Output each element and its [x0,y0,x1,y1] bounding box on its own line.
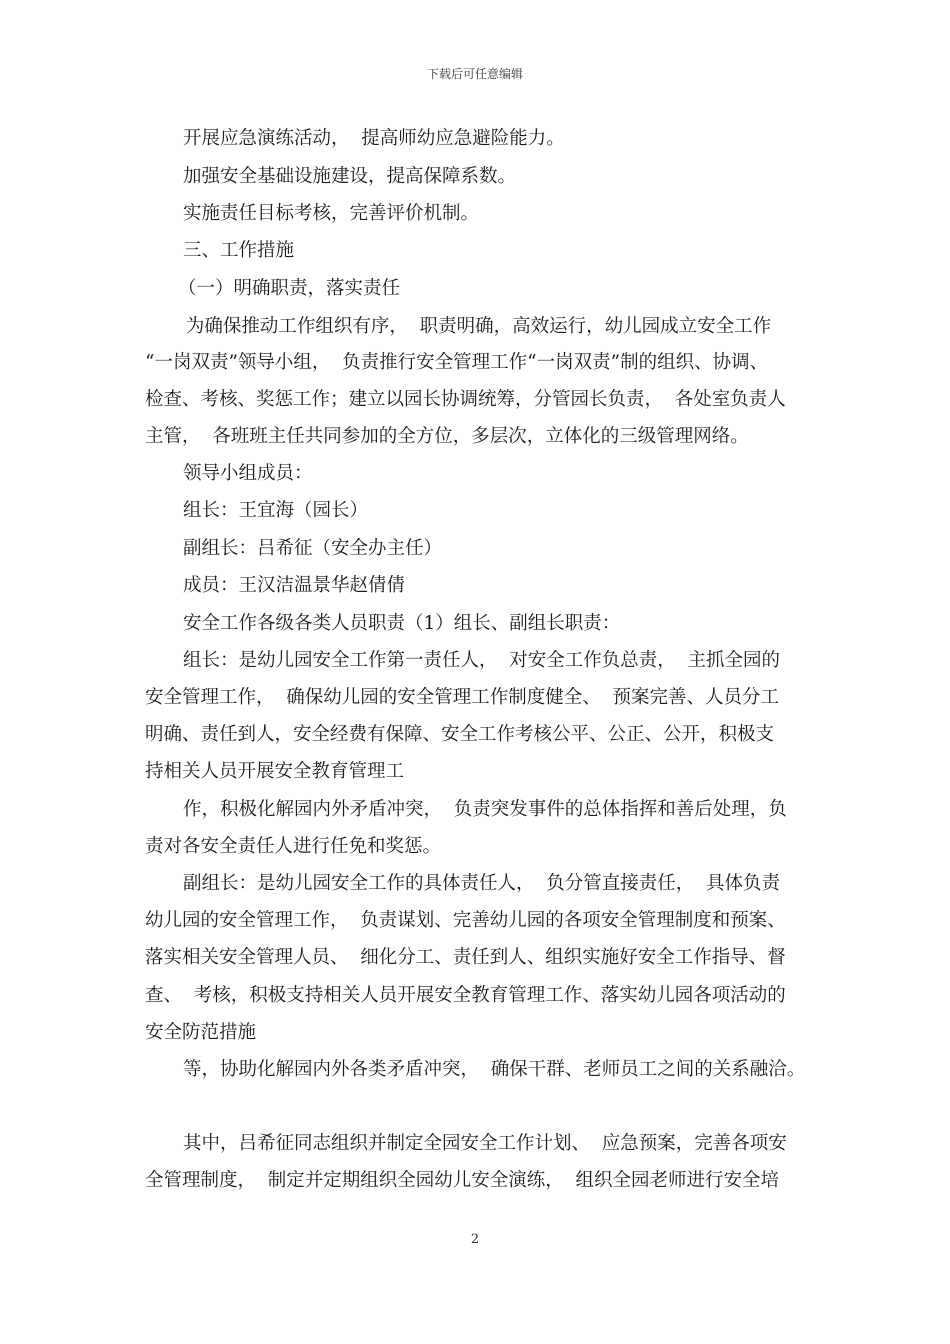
text-line: 组长：是幼儿园安全工作第一责任人， 对安全工作负总责， 主抓全园的 [183,650,781,671]
text-line: 落实相关安全管理人员、 细化分工、责任到人、组织实施好安全工作指导、督 [145,947,786,968]
text-line: 持相关人员开展安全教育管理工 [145,761,405,782]
text-line: 副组长：吕希征（安全办主任） [183,538,443,559]
text-line: 等，协助化解园内外各类矛盾冲突， 确保干群、老师员工之间的关系融洽。 [183,1059,806,1080]
text-line: 责对各安全责任人进行任免和奖惩。 [145,836,442,857]
text-line: 开展应急演练活动， 提高师幼应急避险能力。 [183,128,565,149]
text-line: 明确、责任到人，安全经费有保障、安全工作考核公平、公正、公开，积极支 [145,724,775,745]
text-line: 加强安全基础设施建设，提高保障系数。 [183,166,517,187]
text-line: 主管， 各班班主任共同参加的全方位，多层次，立体化的三级管理网络。 [145,426,749,447]
text-line: 全管理制度， 制定并定期组织全园幼儿安全演练， 组织全园老师进行安全培 [145,1170,780,1191]
text-line: 为确保推动工作组织有序， 职责明确，高效运行，幼儿园成立安全工作 [180,316,772,337]
page-number: 2 [470,1232,480,1247]
subsection-heading: （一）明确职责，落实责任 [178,278,401,299]
text-line: 安全防范措施 [145,1022,257,1043]
text-line: 查、 考核，积极支持相关人员开展安全教育管理工作、落实幼儿园各项活动的 [145,985,786,1006]
text-line: 幼儿园的安全管理工作， 负责谋划、完善幼儿园的各项安全管理制度和预案、 [145,910,786,931]
text-line: 领导小组成员： [183,463,313,484]
text-line: 安全工作各级各类人员职责（1）组长、副组长职责： [183,613,621,634]
text-line: 成员：王汉洁温景华赵倩倩 [183,575,406,596]
section-heading: 三、工作措施 [183,240,295,261]
page-header: 下载后可任意编辑 [426,67,523,81]
text-line: 组长：王宜海（园长） [183,500,369,521]
text-line: 作，积极化解园内外矛盾冲突， 负责突发事件的总体指挥和善后处理，负 [183,799,787,820]
text-line: 副组长：是幼儿园安全工作的具体责任人， 负分管直接责任， 具体负责 [183,873,781,894]
text-line: 检查、考核、奖惩工作；建立以园长协调统筹，分管园长负责， 各处室负责人 [145,389,786,410]
text-line: 其中，吕希征同志组织并制定全园安全工作计划、 应急预案，完善各项安 [183,1133,787,1154]
text-line: “一岗双责”领导小组， 负责推行安全管理工作“一岗双责”制的组织、协调、 [145,352,769,373]
text-line: 安全管理工作， 确保幼儿园的安全管理工作制度健全、 预案完善、人员分工 [145,687,780,708]
text-line: 实施责任目标考核，完善评价机制。 [183,203,480,224]
